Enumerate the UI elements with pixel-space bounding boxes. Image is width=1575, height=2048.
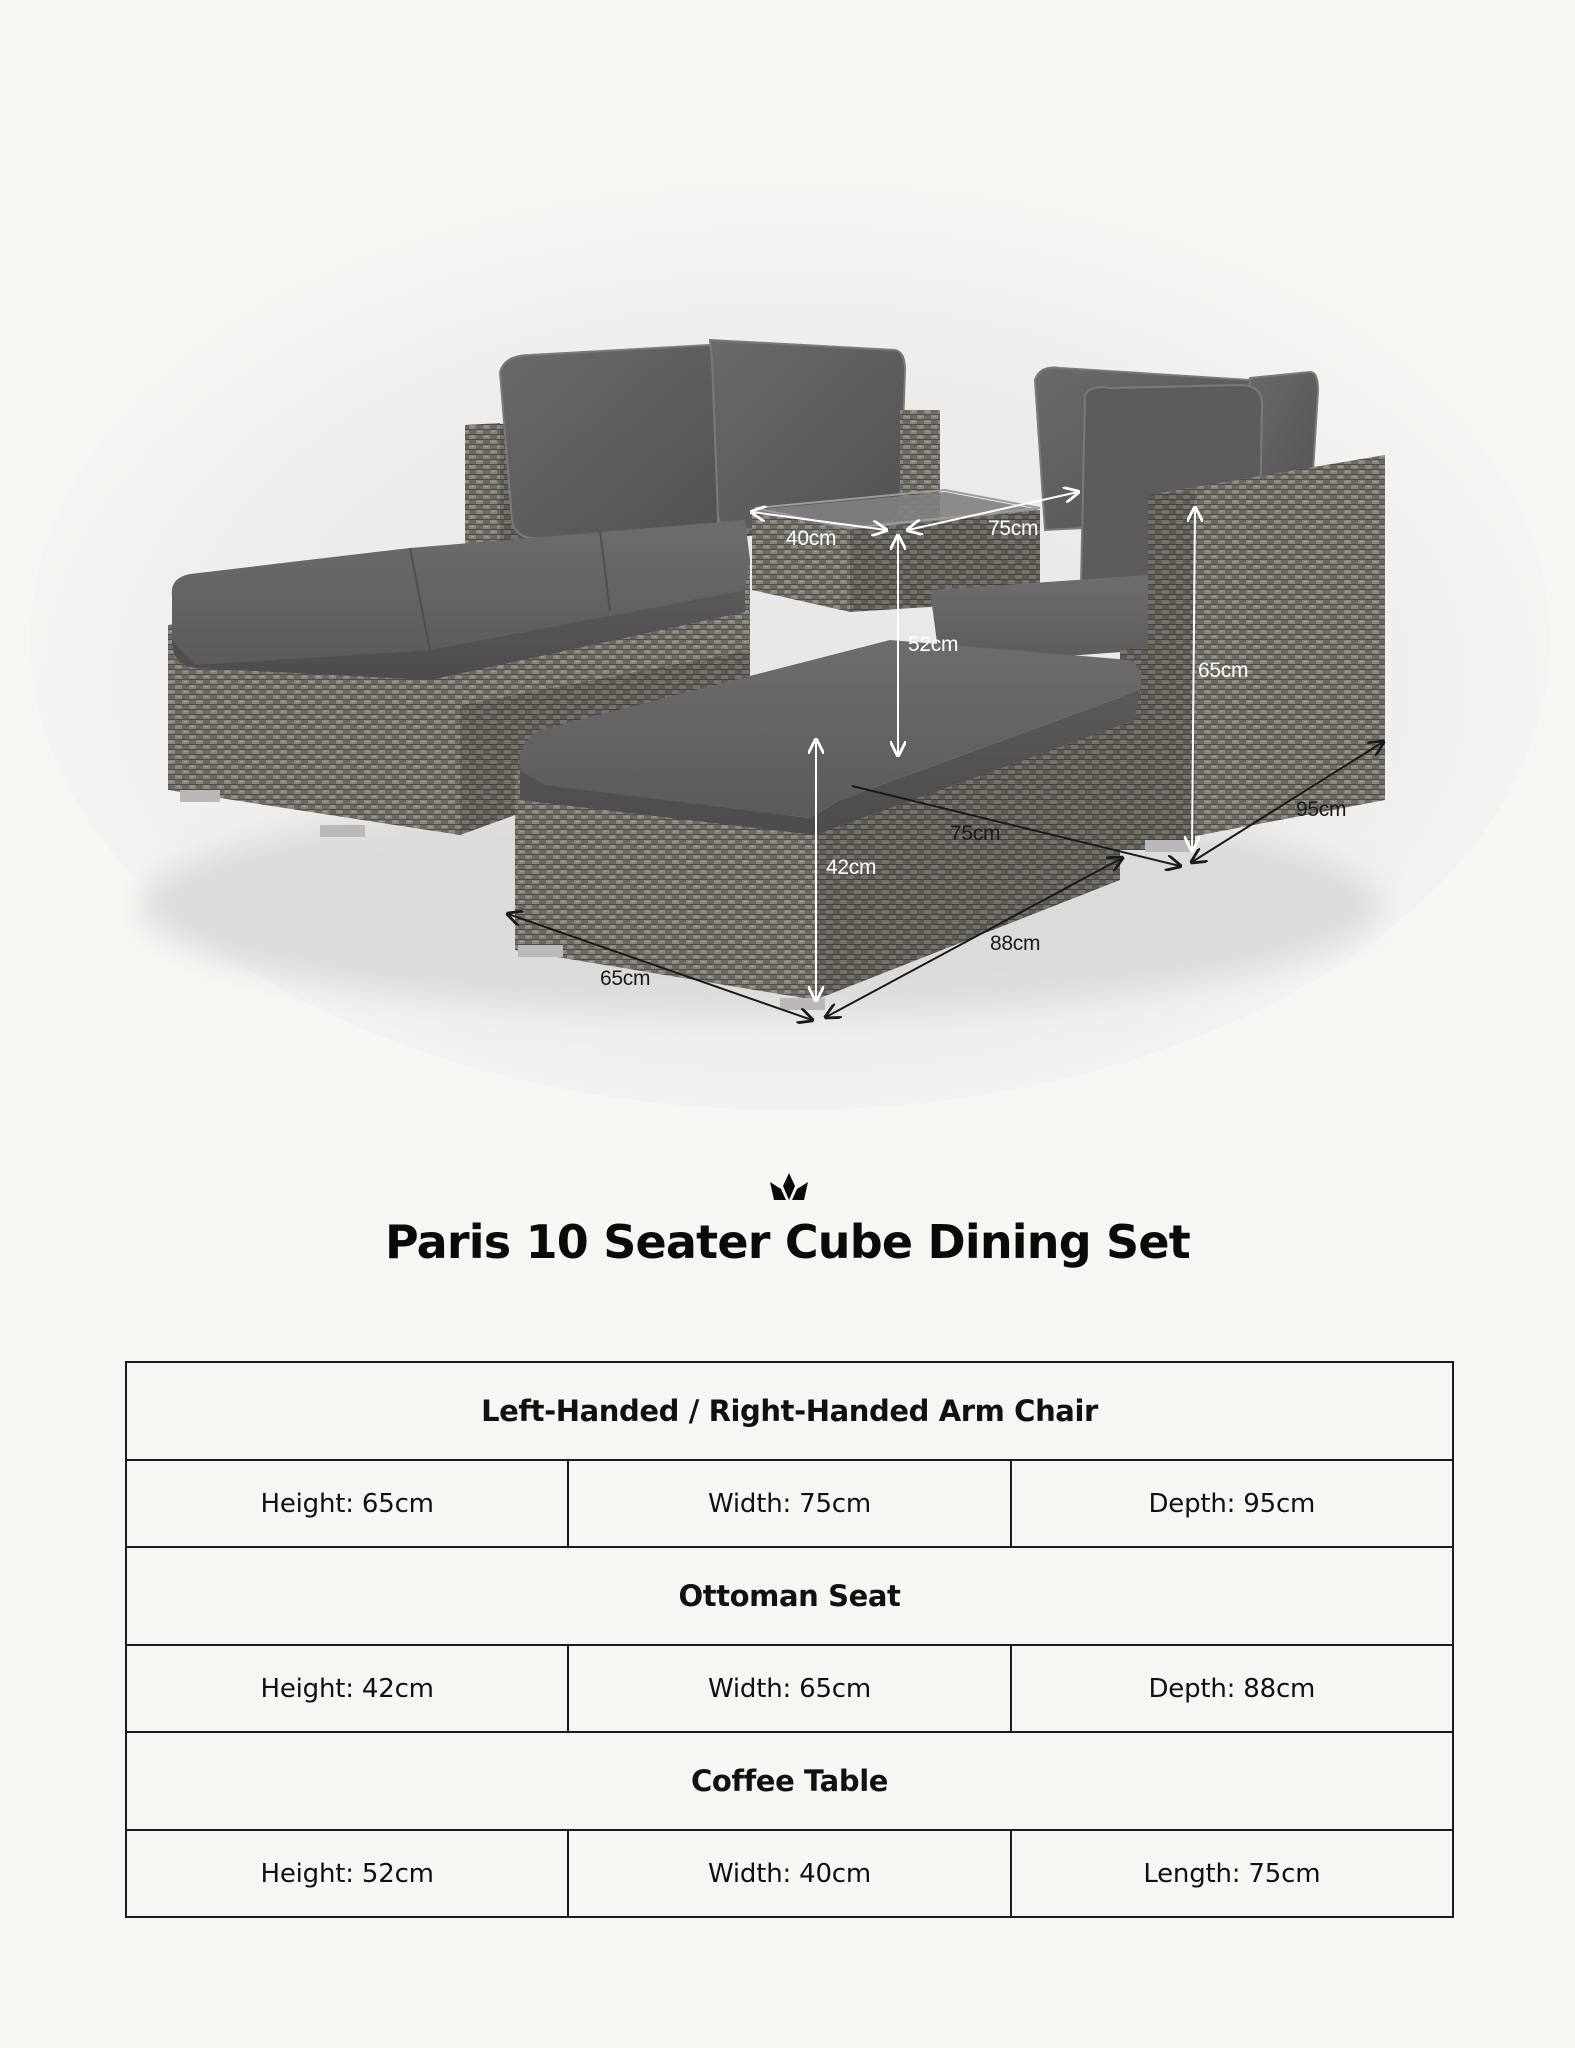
dimension-label-chair-height: 65cm — [1198, 659, 1249, 682]
dimension-label-table-length: 75cm — [988, 517, 1039, 540]
arm-chair-height: Height: 65cm — [126, 1460, 568, 1547]
dimension-label-chair-width: 75cm — [950, 822, 1001, 845]
coffee-table-width: Width: 40cm — [568, 1830, 1010, 1917]
section-heading-coffee-table: Coffee Table — [126, 1732, 1453, 1830]
table-section-header — [126, 1362, 1453, 1460]
dimension-label-table-width: 40cm — [786, 527, 837, 550]
dimension-label-ottoman-depth: 88cm — [990, 932, 1041, 955]
arm-chair-depth: Depth: 95cm — [1011, 1460, 1453, 1547]
dimensions-table — [125, 1361, 1454, 1918]
section-heading-arm-chair: Left-Handed / Right-Handed Arm Chair — [126, 1362, 1453, 1460]
dimension-label-ottoman-width: 65cm — [600, 967, 651, 990]
ottoman-width: Width: 65cm — [568, 1645, 1010, 1732]
table-section-header — [126, 1547, 1453, 1645]
table-row — [126, 1830, 1453, 1917]
ottoman-height: Height: 42cm — [126, 1645, 568, 1732]
section-heading-ottoman: Ottoman Seat — [126, 1547, 1453, 1645]
table-row — [126, 1645, 1453, 1732]
page-title: Paris 10 Seater Cube Dining Set — [385, 1215, 1190, 1269]
dimension-label-chair-depth: 95cm — [1296, 798, 1347, 821]
dimension-label-table-height: 52cm — [908, 633, 959, 656]
table-row — [126, 1460, 1453, 1547]
arm-chair-width: Width: 75cm — [568, 1460, 1010, 1547]
coffee-table-height: Height: 52cm — [126, 1830, 568, 1917]
coffee-table-length: Length: 75cm — [1011, 1830, 1453, 1917]
dimension-label-ottoman-height: 42cm — [826, 856, 877, 879]
ottoman-depth: Depth: 88cm — [1011, 1645, 1453, 1732]
crown-icon — [770, 1173, 808, 1202]
table-section-header — [126, 1732, 1453, 1830]
